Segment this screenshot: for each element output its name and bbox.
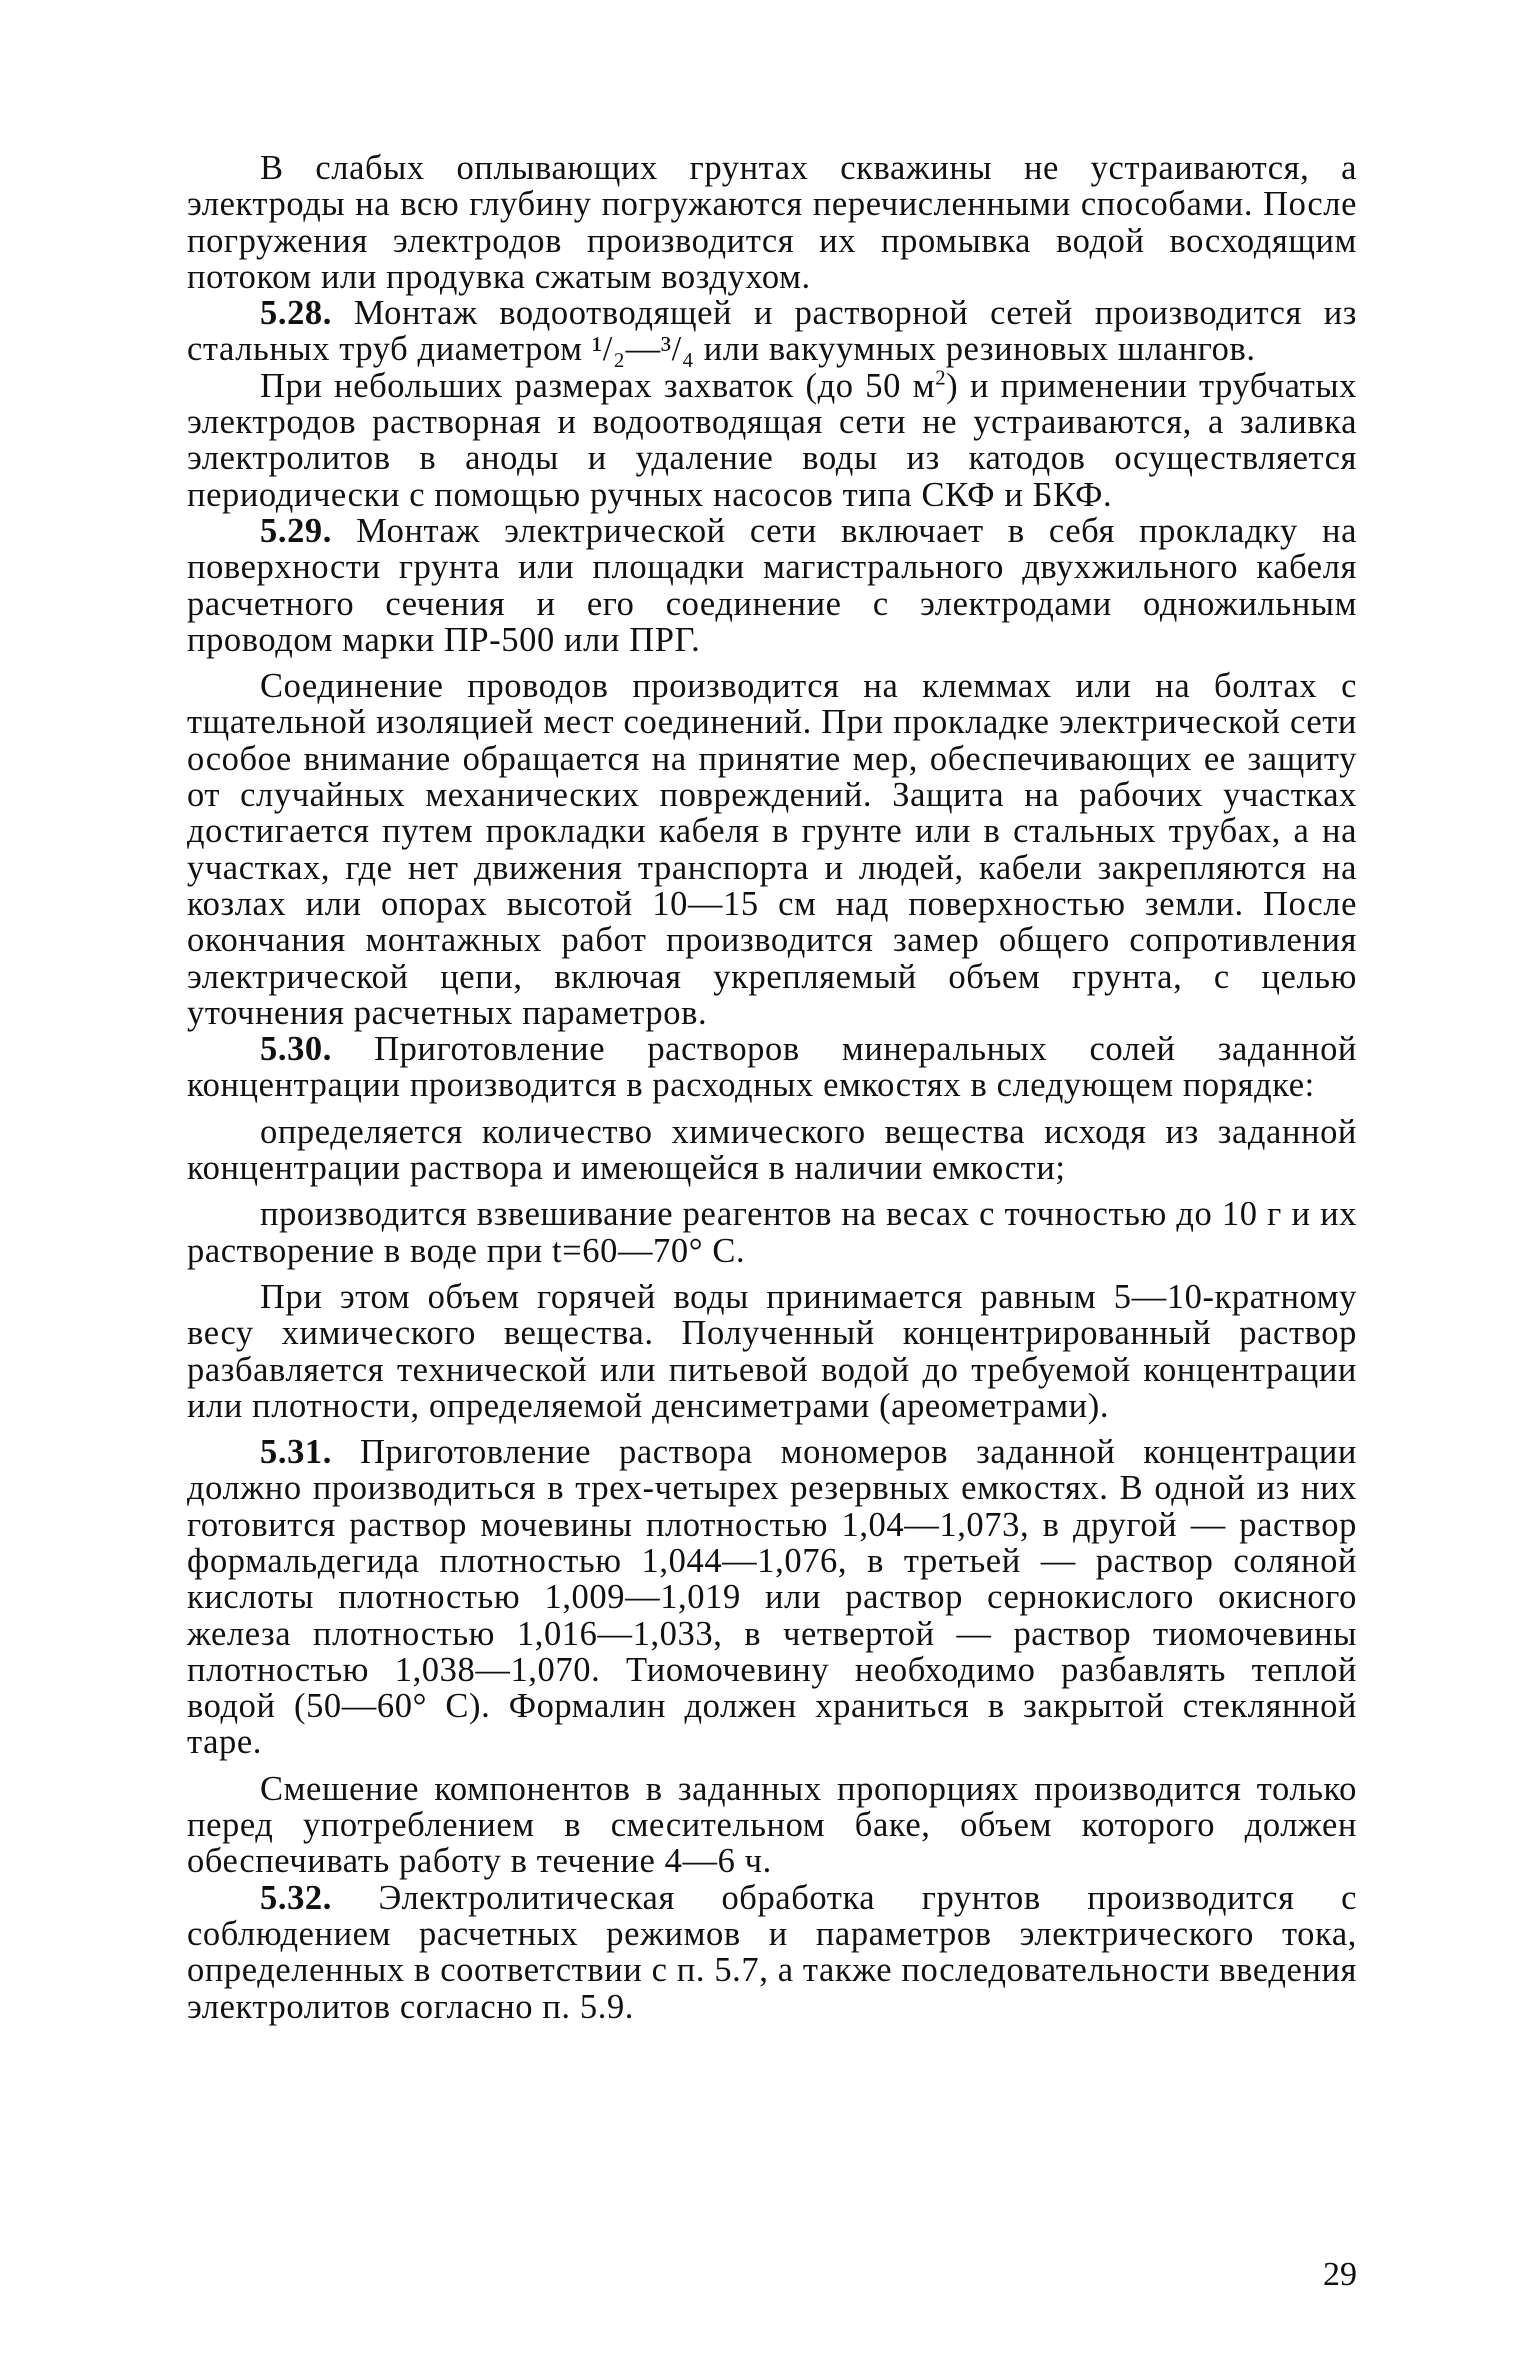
section-number: 5.31.	[260, 1433, 332, 1472]
fraction-half: ¹/₂	[591, 330, 626, 369]
fraction-three-quarters: ³/₄	[660, 330, 695, 369]
paragraph-text: Приготовление растворов минеральных солей заданной концентрации производится в расходных емкостях в следующем порядке:	[187, 1030, 1357, 1105]
document-body	[187, 150, 1357, 2025]
paragraph-text: Монтаж водоотводящей и растворной сетей производится из стальных труб диаметром	[187, 294, 1357, 369]
paragraph-5-29	[187, 513, 1357, 658]
list-item-determine	[187, 1114, 1357, 1187]
paragraph-wire-connection	[187, 668, 1357, 1031]
paragraph-text: Электролитическая обработка грунтов производится с соблюдением расчетных режимов и параметров электрического тока, определенных в соответствии с п. 5.7, а также последовательности введения электролитов согласно п. 5.9.	[187, 1878, 1357, 2026]
paragraph-5-28	[187, 295, 1357, 368]
paragraph-text: Монтаж электрической сети включает в себя прокладку на поверхности грунта или площадки магистрального двухжильного кабеля расчетного сечения и его соединение с электродами одножильным проводом марки ПР-500 или ПРГ.	[187, 511, 1357, 659]
paragraph-text: Приготовление раствора мономеров заданной концентрации должно производиться в трех-четырех резервных емкостях. В одной из них готовится раствор мочевины плотностью 1,04—1,073, в другой — раствор формальдегида плотностью 1,044—1,076, в третьей — раствор соляной кислоты плотностью 1,009—1,019 или раствор сернокислого окисного железа плотностью 1,016—1,033, в четвертой — раствор тиомочевины плотностью 1,038—1,070. Тиомочевину необходимо разбавлять теплой водой (50—60° С). Формалин должен храниться в закрытой стеклянной таре.	[187, 1433, 1357, 1762]
section-number: 5.32.	[260, 1878, 332, 1917]
paragraph-text: определяется количество химического вещества исходя из заданной концентрации раствора и имеющейся в наличии емкости;	[187, 1112, 1357, 1188]
paragraph-5-31	[187, 1434, 1357, 1761]
paragraph-mixing	[187, 1771, 1357, 1880]
paragraph-1	[187, 150, 1357, 295]
paragraph-5-32	[187, 1880, 1357, 2025]
paragraph-text: ) и применении трубчатых электродов растворная и водоотводящая сети не устраиваются, а заливка электролитов в аноды и удаление воды из катодов осуществляется периодически с помощью ручных насосов типа СКФ и БКФ.	[187, 366, 1357, 514]
paragraph-small-areas	[187, 368, 1357, 513]
paragraph-hot-water	[187, 1279, 1357, 1424]
paragraph-text: Смешение компонентов в заданных пропорциях производится только перед употреблением в смесительном баке, объем которого должен обеспечивать работу в течение 4—6 ч.	[187, 1769, 1357, 1881]
paragraph-text: При небольших размерах захваток (до 50 м	[260, 366, 936, 405]
superscript: 2	[935, 367, 947, 390]
paragraph-text: Соединение проводов производится на клеммах или на болтах с тщательной изоляцией мест соединений. При прокладке электрической сети особое внимание обращается на принятие мер, обеспечивающих ее защиту от случайных механических повреждений. Защита на рабочих участках достигается путем прокладки кабеля в грунте или в стальных трубах, а на участках, где нет движения транспорта и людей, кабели закрепляются на козлах или опорах высотой 10—15 см над поверхностью земли. После окончания монтажных работ производится замер общего сопротивления электрической цепи, включая укрепляемый объем грунта, с целью уточнения расчетных параметров.	[187, 667, 1357, 1032]
paragraph-text: производится взвешивание реагентов на весах с точностью до 10 г и их растворение в воде при t=60—70° С.	[187, 1195, 1357, 1270]
fraction-separator: —	[625, 330, 661, 369]
page-number: 29	[1323, 2256, 1357, 2293]
section-number: 5.28.	[260, 294, 332, 333]
section-number: 5.29.	[260, 511, 332, 550]
paragraph-text: При этом объем горячей воды принимается равным 5—10-кратному весу химического вещества. Полученный концентрированный раствор разбавляется технической или питьевой водой до требуемой концентрации или плотности, определяемой денсиметрами (ареометрами).	[187, 1277, 1357, 1425]
list-item-weighing	[187, 1196, 1357, 1269]
paragraph-5-30	[187, 1031, 1357, 1104]
section-number: 5.30.	[260, 1030, 332, 1069]
paragraph-text: В слабых оплывающих грунтах скважины не устраиваются, а электроды на всю глубину погружаются перечисленными способами. После погружения электродов производится их промывка водой восходящим потоком или продувка сжатым воздухом.	[187, 149, 1357, 296]
paragraph-text: или вакуумных резиновых шлангов.	[694, 330, 1256, 369]
